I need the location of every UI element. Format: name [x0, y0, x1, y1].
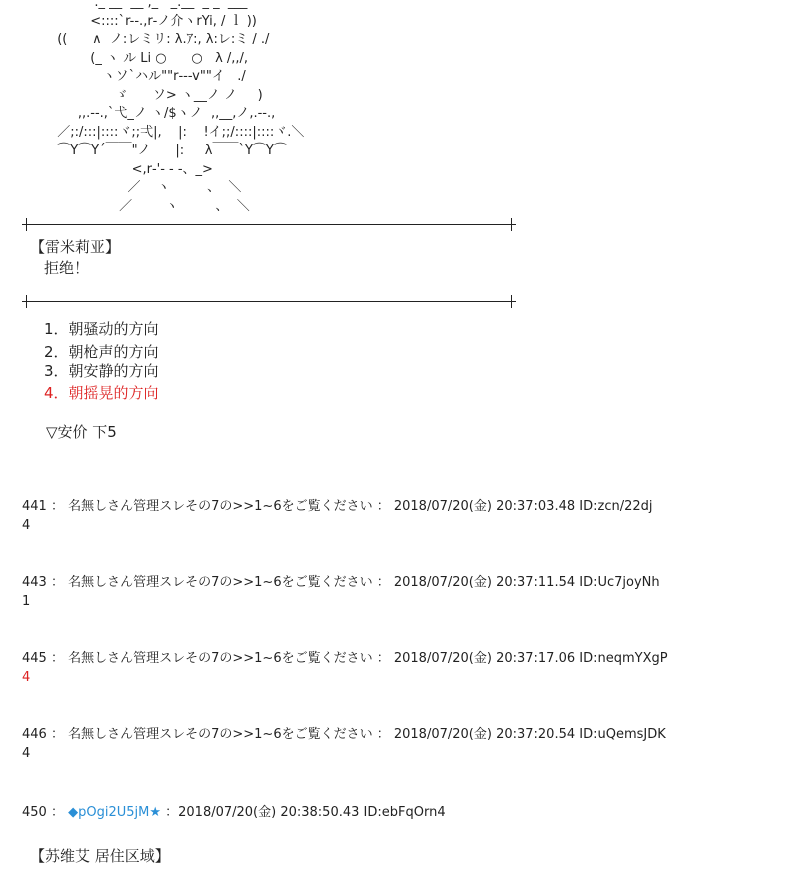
post-name: 名無しさん管理スレその7の>>1~6をご覧ください — [68, 499, 373, 514]
ascii-art-line: (( ∧ ノ:レミリ: λ.ｱ:, λ:レ:ミ / ./ — [20, 32, 270, 47]
post-number: 446 — [22, 727, 47, 742]
post-number: 443 — [22, 575, 47, 590]
option-3: 3．朝安静的方向 — [44, 362, 159, 380]
option-1: 1．朝骚动的方向 — [44, 320, 159, 338]
divider-cap-right — [511, 295, 512, 308]
star-icon: ★ — [149, 805, 161, 820]
ascii-art-line: ゞ ソ> ヽ__ノ ノ ) — [20, 87, 263, 103]
post-id: ID:neqmYXgP — [579, 651, 668, 666]
vote-note: ▽安价 下5 — [46, 423, 117, 441]
post-number: 441 — [22, 499, 47, 514]
divider-bottom — [22, 301, 516, 302]
post-id: ID:zcn/22dj — [579, 499, 653, 514]
divider-top — [22, 224, 516, 225]
post-date: 2018/07/20(金) 20:38:50.43 — [178, 805, 360, 820]
ascii-art — [20, 0, 304, 216]
ascii-art-line: <,r‐'‐ ‐ ‐、_> — [20, 161, 213, 177]
divider-cap-left — [26, 295, 27, 308]
post-body: 4 — [22, 746, 31, 761]
post-443 — [22, 573, 660, 611]
post-header: 446 ： 名無しさん管理スレその7の>>1~6をご覧ください ： 2018/07/20(金) 20:37:20.54 ID:uQemsJDK — [22, 727, 666, 742]
option-4: 4．朝摇晃的方向 — [44, 384, 159, 402]
ascii-art-line: ⌒Y⌒Y´￣￣"ノ |: λ￣￣`Y⌒Y⌒ — [20, 143, 287, 158]
post-450: 450 ： ◆pOgi2U5jM★ ：2018/07/20(金) 20:38:50.43 ID:ebFqOrn4 — [22, 805, 446, 820]
post-name: 名無しさん管理スレその7の>>1~6をご覧ください — [68, 575, 373, 590]
post-date: 2018/07/20(金) 20:37:20.54 — [393, 727, 576, 742]
post-date: 2018/07/20(金) 20:37:03.48 — [393, 499, 576, 514]
post-id: ID:Uc7joyNh — [579, 575, 660, 590]
post-date: 2018/07/20(金) 20:37:11.54 — [393, 575, 576, 590]
ascii-art-line: (_ ヽ ル Li ○ ○ λ /,,/, — [20, 50, 249, 66]
dialogue-line: 拒绝！ — [44, 259, 90, 277]
final-location-text: 【苏维艾 居住区域】 — [30, 847, 170, 865]
ascii-art-line: ヽソ`ハル""r‐‐‐v""イ ./ — [20, 69, 246, 84]
post-446 — [22, 725, 666, 763]
post-445 — [22, 649, 668, 687]
post-body: 1 — [22, 594, 31, 609]
post-number: 450 — [22, 805, 47, 820]
post-body: 4 — [22, 670, 31, 685]
ascii-art-line: <::::`r-‐.,r‐ノ介ヽrYi, / ｌ )) — [20, 13, 257, 29]
post-header: 443 ： 名無しさん管理スレその7の>>1~6をご覧ください ： 2018/07/20(金) 20:37:11.54 ID:Uc7joyNh — [22, 575, 660, 590]
post-id: ID:ebFqOrn4 — [363, 805, 446, 820]
divider-cap-right — [511, 218, 512, 231]
post-header: 445 ： 名無しさん管理スレその7の>>1~6をご覧ください ： 2018/07/20(金) 20:37:17.06 ID:neqmYXgP — [22, 651, 668, 666]
divider-cap-left — [26, 218, 27, 231]
trip-code[interactable]: ◆pOgi2U5jM — [68, 805, 150, 820]
ascii-art-line: ／;:/:::|::::ヾ;;弌|, |: !イ;;/::::|::::ヾ.＼ — [20, 124, 305, 140]
ascii-art-line: ._ __ __ ,_ _.__ _ _ ___ — [20, 0, 248, 10]
post-id: ID:uQemsJDK — [579, 727, 666, 742]
post-441 — [22, 497, 653, 535]
ascii-art-line: ,,.‐-.,`弋_ノ ヽ/$ヽノ ,,__,ノ,.‐-., — [20, 106, 276, 121]
post-name: 名無しさん管理スレその7の>>1~6をご覧ください — [68, 651, 373, 666]
post-number: 445 — [22, 651, 47, 666]
post-name: 名無しさん管理スレその7の>>1~6をご覧ください — [68, 727, 373, 742]
post-header: 441 ： 名無しさん管理スレその7の>>1~6をご覧ください ： 2018/07/20(金) 20:37:03.48 ID:zcn/22dj — [22, 499, 653, 514]
ascii-art-line: ／ ヽ 、 ＼ — [20, 198, 250, 214]
post-body: 4 — [22, 518, 31, 533]
ascii-art-line: ／ ヽ 、 ＼ — [20, 180, 242, 195]
character-name: 【雷米莉亚】 — [30, 238, 121, 256]
option-2: 2．朝枪声的方向 — [44, 343, 159, 361]
post-date: 2018/07/20(金) 20:37:17.06 — [393, 651, 576, 666]
